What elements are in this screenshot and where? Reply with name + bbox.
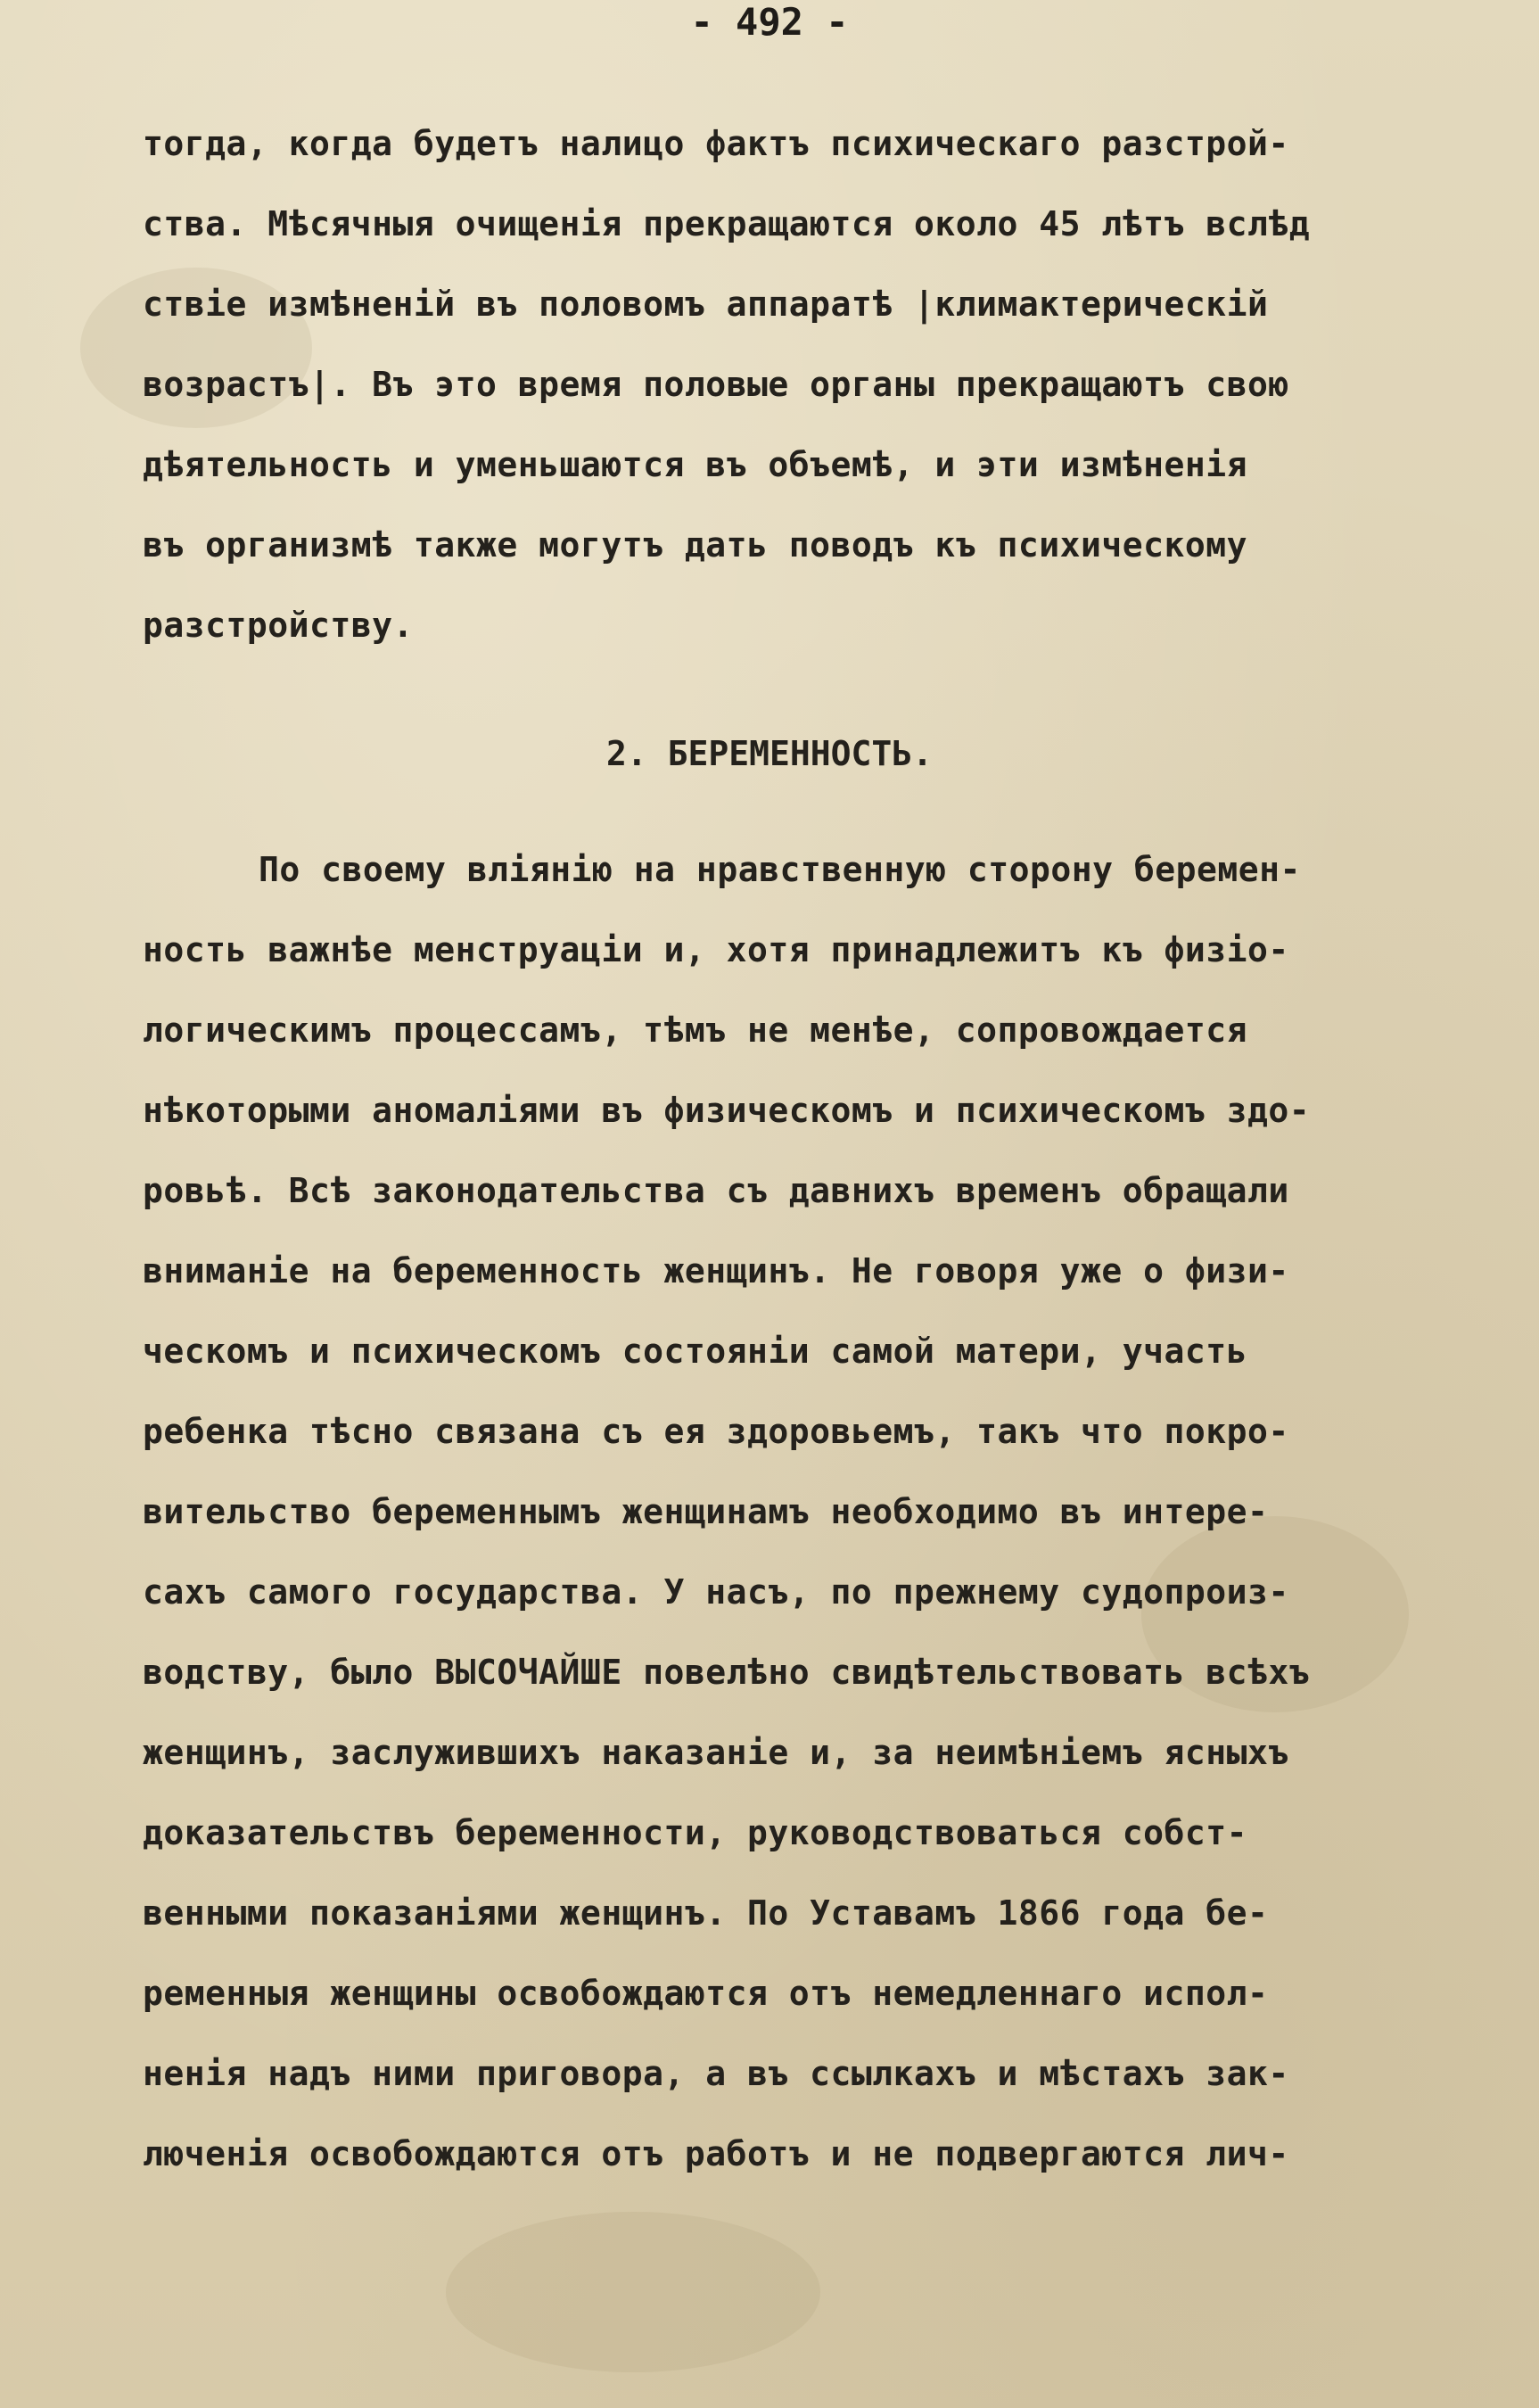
paragraph2-line-7: ческомъ и психическомъ состояніи самой матери, участь — [143, 1332, 1248, 1371]
paragraph2-line-1: По своему вліянію на нравственную сторону беремен- — [259, 850, 1301, 889]
paragraph2-line-6: вниманіе на беременность женщинъ. Не говоря уже о физи- — [143, 1251, 1289, 1291]
paragraph2-line-4: нѣкоторыми аномаліями въ физическомъ и психическомъ здо- — [143, 1091, 1311, 1130]
paragraph2-line-5: ровьѣ. Всѣ законодательства съ давнихъ временъ обращали — [143, 1171, 1289, 1210]
paragraph1-line-4: возрастъ|. Въ это время половые органы прекращаютъ свою — [143, 365, 1289, 404]
paragraph2-line-8: ребенка тѣсно связана съ ея здоровьемъ, такъ что покро- — [143, 1412, 1289, 1451]
paper-stain — [446, 2212, 820, 2372]
paragraph2-line-12: женщинъ, заслужившихъ наказаніе и, за неимѣніемъ ясныхъ — [143, 1733, 1289, 1772]
paragraph1-line-3: ствіе измѣненій въ половомъ аппаратѣ |климактерическій — [143, 285, 1269, 324]
paragraph2-line-17: люченія освобождаются отъ работъ и не подвергаются лич- — [143, 2134, 1289, 2173]
paragraph2-line-13: доказательствъ беременности, руководствоваться собст- — [143, 1813, 1248, 1852]
section-heading: 2. БЕРЕМЕННОСТЬ. — [605, 734, 934, 773]
paragraph2-line-10: сахъ самого государства. У насъ, по прежнему судопроиз- — [143, 1572, 1289, 1612]
paragraph2-line-11: водству, было ВЫСОЧАЙШЕ повелѣно свидѣтельствовать всѣхъ — [143, 1653, 1311, 1692]
paragraph1-line-5: дѣятельность и уменьшаются въ объемѣ, и эти измѣненія — [143, 445, 1248, 484]
paragraph2-line-3: логическимъ процессамъ, тѣмъ не менѣе, сопровождается — [143, 1010, 1248, 1050]
paragraph1-line-6: въ организмѣ также могутъ дать поводъ къ психическому — [143, 525, 1248, 565]
paragraph2-line-16: ненія надъ ними приговора, а въ ссылкахъ и мѣстахъ зак- — [143, 2054, 1289, 2093]
paragraph1-line-2: ства. Мѣсячныя очищенія прекращаются около 45 лѣтъ вслѣд — [143, 204, 1311, 243]
paragraph2-line-15: ременныя женщины освобождаются отъ немедленнаго испол- — [143, 1974, 1269, 2013]
page-number: - 492 - — [690, 0, 849, 44]
paragraph1-line-7: разстройству. — [143, 606, 414, 645]
paragraph2-line-14: венными показаніями женщинъ. По Уставамъ 1866 года бе- — [143, 1893, 1269, 1933]
paragraph2-line-2: ность важнѣе менструаціи и, хотя принадлежитъ къ физіо- — [143, 930, 1289, 969]
paragraph1-line-1: тогда, когда будетъ налицо фактъ психическаго разстрой- — [143, 124, 1289, 163]
paragraph2-line-9: вительство беременнымъ женщинамъ необходимо въ интере- — [143, 1492, 1269, 1531]
